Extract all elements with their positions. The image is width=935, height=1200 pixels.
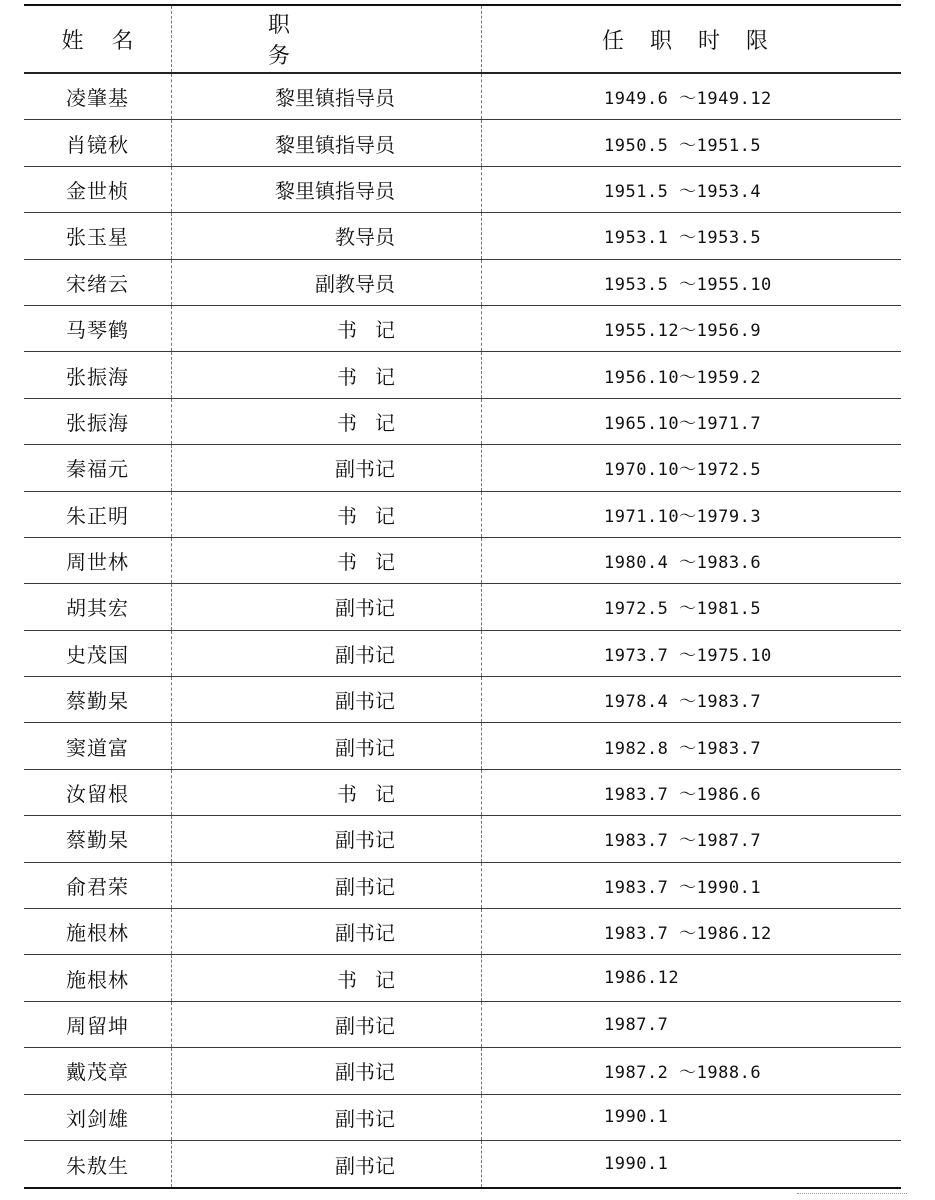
cell-name: 朱正明 [24,492,172,537]
cell-post: 书记 [337,550,413,575]
cell-name: 俞君荣 [24,863,172,908]
cell-post: 副书记 [335,735,395,760]
cell-name: 马琴鹤 [24,306,172,351]
cell-post: 副书记 [335,642,395,667]
table-row [24,863,901,909]
cell-post: 黎里镇指导员 [275,86,395,111]
cell-post: 副书记 [335,689,395,714]
table-row [24,1141,901,1187]
cell-post-wrap [172,492,482,537]
cell-term: 1973.7 ～1975.10 [604,645,772,666]
cell-post: 副书记 [335,1106,395,1131]
header-post: 职务 [172,6,482,72]
cell-term: 1970.10～1972.5 [604,460,762,481]
cell-term: 1980.4 ～1983.6 [604,553,762,574]
cell-name: 金世桢 [24,167,172,212]
cell-post-wrap [172,120,482,165]
table-row [24,445,901,491]
cell-name: 张振海 [24,352,172,397]
cell-name: 肖镜秋 [24,120,172,165]
cell-post-wrap [172,306,482,351]
cell-post: 副书记 [335,921,395,946]
table-body [24,74,901,1187]
cell-post: 副书记 [335,828,395,853]
table-row [24,584,901,630]
cell-name: 宋绪云 [24,260,172,305]
cell-post: 副教导员 [315,271,395,296]
cell-name: 朱敖生 [24,1141,172,1187]
cell-name: 戴茂章 [24,1048,172,1093]
cell-post-wrap [172,399,482,444]
cell-name: 蔡勤杲 [24,816,172,861]
cell-post-wrap [172,584,482,629]
cell-term: 1950.5 ～1951.5 [604,135,762,156]
cell-post: 副书记 [335,457,395,482]
cell-post-wrap [172,445,482,490]
cell-name: 张振海 [24,399,172,444]
cell-post-wrap [172,1095,482,1140]
cell-post-wrap [172,213,482,258]
cell-post-wrap [172,909,482,954]
cell-name: 秦福元 [24,445,172,490]
cell-term: 1949.6 ～1949.12 [604,89,772,110]
cell-term: 1983.7 ～1986.12 [604,924,772,945]
cell-post: 副书记 [335,596,395,621]
cell-name: 周留坤 [24,1002,172,1047]
cell-post: 书记 [337,318,413,343]
cell-term: 1987.7 [604,1014,669,1035]
cell-name: 汝留根 [24,770,172,815]
cell-post: 教导员 [335,225,395,250]
cell-term: 1990.1 [604,1154,669,1175]
scan-mark [797,1189,907,1194]
cell-post: 副书记 [335,874,395,899]
table-row [24,631,901,677]
table-row [24,492,901,538]
cell-term: 1965.10～1971.7 [604,413,762,434]
cell-post: 书记 [337,967,413,992]
table-row [24,723,901,769]
cell-name: 蔡勤杲 [24,677,172,722]
cell-post-wrap [172,955,482,1000]
cell-post-wrap [172,1002,482,1047]
table-row [24,770,901,816]
cell-term: 1953.5 ～1955.10 [604,274,772,295]
cell-post: 黎里镇指导员 [275,132,395,157]
cell-term: 1983.7 ～1986.6 [604,785,762,806]
table-row [24,1095,901,1141]
table-header-row [24,6,901,72]
table-row [24,1048,901,1094]
cell-term: 1983.7 ～1987.7 [604,831,762,852]
table-row [24,399,901,445]
cell-post-wrap [172,723,482,768]
table-row [24,120,901,166]
officials-table [24,4,901,1189]
table-row [24,167,901,213]
cell-name: 施根林 [24,909,172,954]
cell-post: 黎里镇指导员 [275,178,395,203]
table-row [24,352,901,398]
cell-term: 1978.4 ～1983.7 [604,692,762,713]
cell-post: 书记 [337,503,413,528]
cell-name: 史茂国 [24,631,172,676]
table-row [24,538,901,584]
cell-post-wrap [172,863,482,908]
cell-term: 1982.8 ～1983.7 [604,738,762,759]
cell-name: 凌肇基 [24,74,172,119]
table-bottom-rule [24,1187,901,1189]
cell-name: 施根林 [24,955,172,1000]
table-row [24,1002,901,1048]
cell-term: 1983.7 ～1990.1 [604,877,762,898]
cell-term: 1953.1 ～1953.5 [604,228,762,249]
cell-name: 刘剑雄 [24,1095,172,1140]
cell-term: 1972.5 ～1981.5 [604,599,762,620]
cell-post-wrap [172,352,482,397]
table-row [24,213,901,259]
cell-term: 1986.12 [604,968,680,989]
cell-term: 1956.10～1959.2 [604,367,762,388]
cell-post-wrap [172,677,482,722]
header-term: 任职时限 [602,28,795,54]
cell-post-wrap [172,816,482,861]
cell-post-wrap [172,538,482,583]
header-name: 姓名 [24,6,172,72]
table-row [24,306,901,352]
cell-post: 书记 [337,782,413,807]
cell-post: 副书记 [335,1153,395,1178]
table-row [24,955,901,1001]
cell-post-wrap [172,631,482,676]
cell-post-wrap [172,1048,482,1093]
cell-name: 周世林 [24,538,172,583]
cell-term: 1971.10～1979.3 [604,506,762,527]
cell-post-wrap [172,74,482,119]
cell-term: 1951.5 ～1953.4 [604,181,762,202]
cell-post: 副书记 [335,1014,395,1038]
cell-term: 1955.12～1956.9 [604,321,762,342]
table-row [24,909,901,955]
cell-post-wrap [172,260,482,305]
cell-post-wrap [172,770,482,815]
table-row [24,816,901,862]
cell-post: 书记 [337,410,413,435]
table-row [24,677,901,723]
cell-post-wrap [172,167,482,212]
cell-post-wrap [172,1141,482,1187]
table-row [24,74,901,120]
cell-post: 副书记 [335,1060,395,1085]
table-row [24,260,901,306]
cell-term: 1990.1 [604,1107,669,1128]
cell-term: 1987.2 ～1988.6 [604,1063,762,1084]
cell-name: 胡其宏 [24,584,172,629]
cell-name: 张玉星 [24,213,172,258]
cell-name: 窦道富 [24,723,172,768]
cell-post: 书记 [337,364,413,389]
